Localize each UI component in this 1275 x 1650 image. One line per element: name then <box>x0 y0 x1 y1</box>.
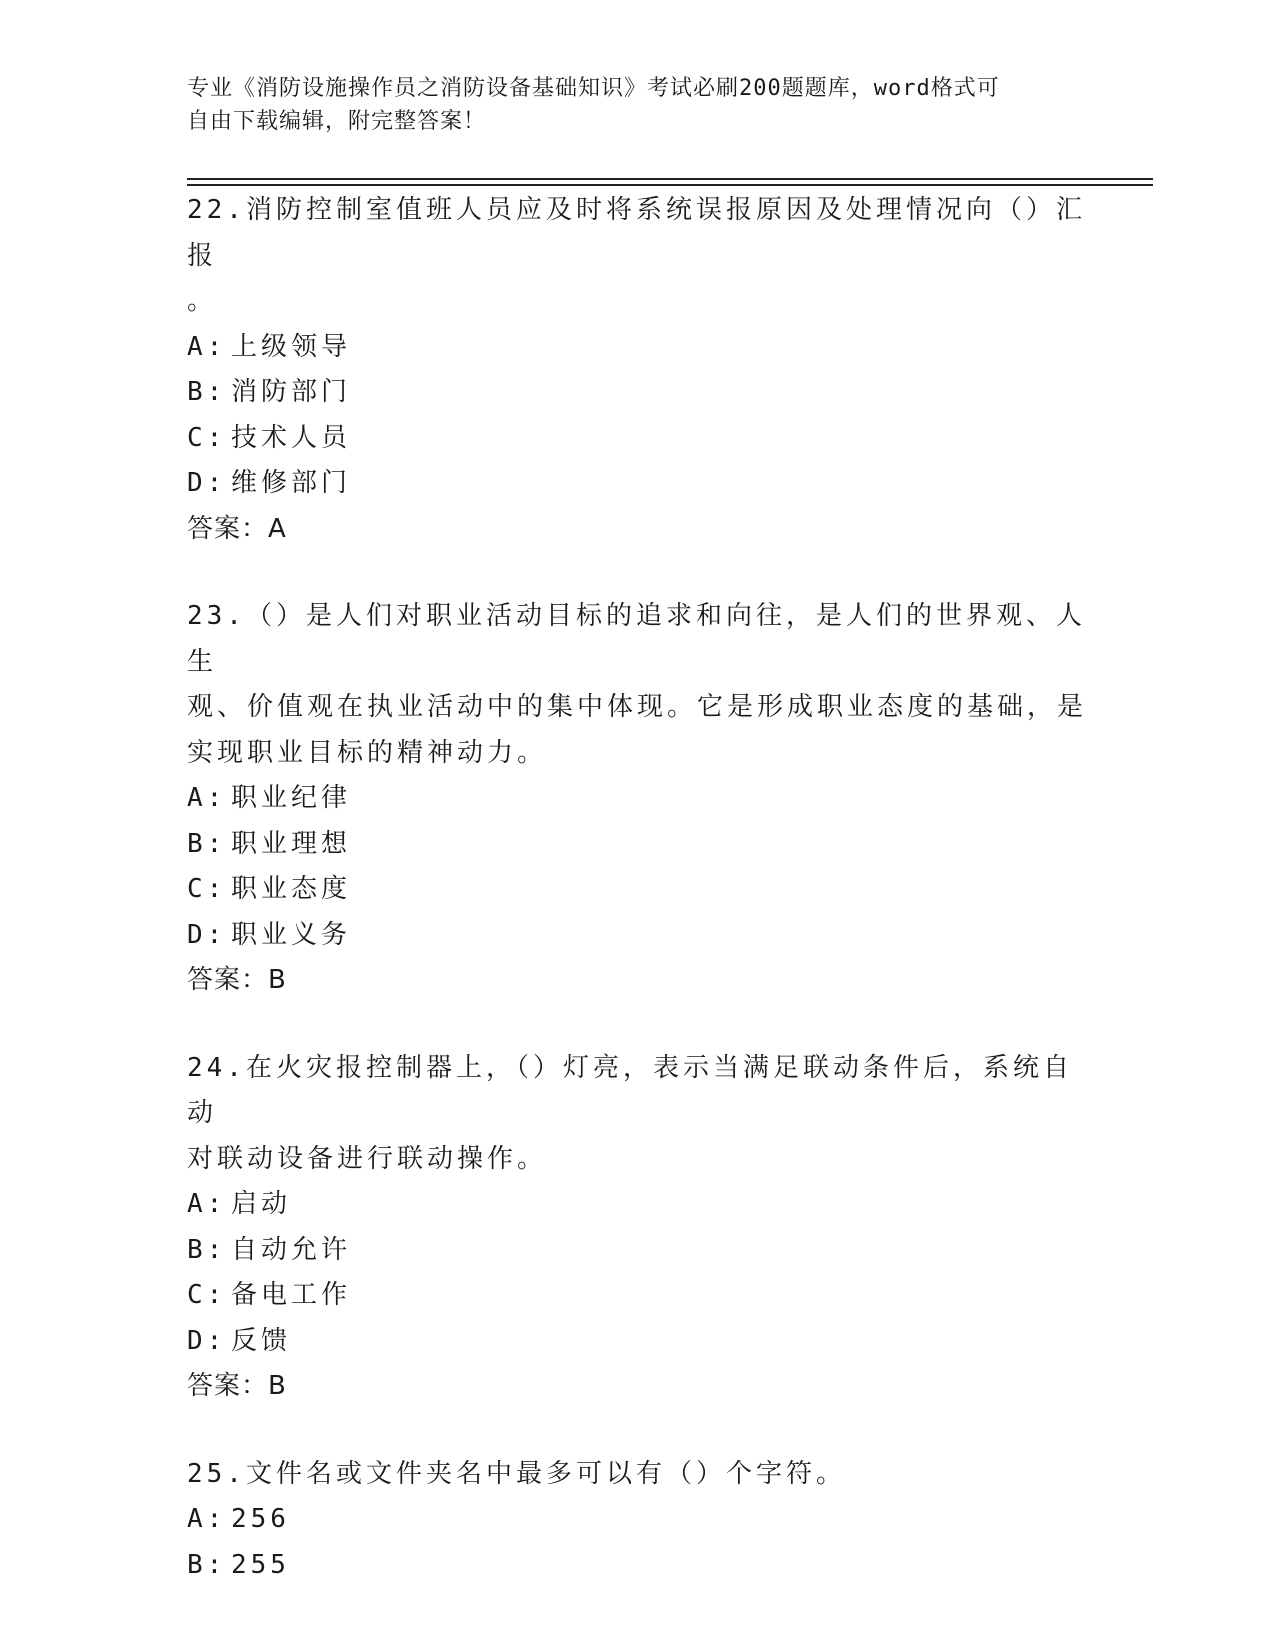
answer-line: 答案：B <box>187 1371 287 1401</box>
option-letter: B: <box>187 828 227 859</box>
question-text-line: 25.文件名或文件夹名中最多可以有（）个字符。 <box>187 1458 846 1489</box>
option-a <box>187 776 1087 822</box>
option-c <box>187 416 1087 462</box>
question-22 <box>187 188 1087 552</box>
header-divider-top <box>187 178 1153 180</box>
option-letter: A: <box>187 1189 227 1219</box>
option-text: 备电工作 <box>231 1280 352 1310</box>
option-text: 消防部门 <box>231 377 352 407</box>
option-a <box>187 325 1087 371</box>
option-text: 上级领导 <box>231 331 352 362</box>
option-text: 职业纪律 <box>231 783 352 813</box>
option-letter: D: <box>187 468 227 498</box>
question-text-line: 观、价值观在执业活动中的集中体现。它是形成职业态度的基础，是 <box>187 692 1088 722</box>
option-letter: C: <box>187 422 227 453</box>
answer-line: 答案：B <box>187 965 287 995</box>
question-24 <box>187 1046 1087 1410</box>
option-text: 255 <box>231 1549 290 1580</box>
option-letter: A: <box>187 1504 227 1534</box>
option-letter: A: <box>187 783 227 813</box>
option-text: 反馈 <box>231 1325 292 1356</box>
option-text: 自动允许 <box>231 1234 352 1265</box>
option-text: 启动 <box>231 1189 292 1219</box>
question-text-line: 。 <box>187 286 218 316</box>
answer-line: 答案：A <box>187 513 287 544</box>
question-text-line: 23.（）是人们对职业活动目标的追求和向往，是人们的世界观、人生 <box>187 601 1086 677</box>
question-25 <box>187 1452 1087 1589</box>
option-text: 职业理想 <box>231 828 352 859</box>
option-d <box>187 1319 1087 1365</box>
option-d <box>187 913 1087 959</box>
option-text: 维修部门 <box>231 468 352 498</box>
header-divider-bottom <box>187 184 1153 186</box>
option-a <box>187 1182 1087 1228</box>
option-letter: C: <box>187 1280 227 1310</box>
option-letter: B: <box>187 377 227 407</box>
option-b <box>187 822 1087 868</box>
question-list <box>187 188 1087 1630</box>
question-text-line: 22.消防控制室值班人员应及时将系统误报原因及处理情况向（）汇报 <box>187 195 1086 271</box>
option-letter: C: <box>187 874 227 904</box>
option-c <box>187 867 1087 913</box>
question-text-line: 实现职业目标的精神动力。 <box>187 737 548 768</box>
header-line-1: 专业《消防设施操作员之消防设备基础知识》考试必刷200题题库，word格式可 <box>187 76 1000 101</box>
option-text: 职业态度 <box>231 874 352 904</box>
question-text <box>187 594 1087 776</box>
question-text-line: 对联动设备进行联动操作。 <box>187 1143 548 1174</box>
question-text <box>187 1046 1087 1183</box>
option-text: 256 <box>231 1504 290 1534</box>
option-letter: D: <box>187 1325 227 1356</box>
question-text <box>187 188 1087 325</box>
option-text: 职业义务 <box>231 919 352 950</box>
question-text <box>187 1452 1087 1498</box>
option-letter: B: <box>187 1549 227 1580</box>
option-text: 技术人员 <box>231 422 352 453</box>
question-text-line: 24.在火灾报控制器上，（）灯亮，表示当满足联动条件后，系统自动 <box>187 1052 1073 1128</box>
option-c <box>187 1273 1087 1319</box>
option-d <box>187 461 1087 507</box>
header-line-2: 自由下载编辑，附完整答案！ <box>187 109 487 134</box>
question-23 <box>187 594 1087 1004</box>
option-letter: D: <box>187 919 227 950</box>
option-letter: B: <box>187 1234 227 1265</box>
document-header <box>187 72 1067 138</box>
option-b <box>187 1543 1087 1589</box>
option-a <box>187 1497 1087 1543</box>
option-letter: A: <box>187 331 227 362</box>
option-b <box>187 370 1087 416</box>
option-b <box>187 1228 1087 1274</box>
